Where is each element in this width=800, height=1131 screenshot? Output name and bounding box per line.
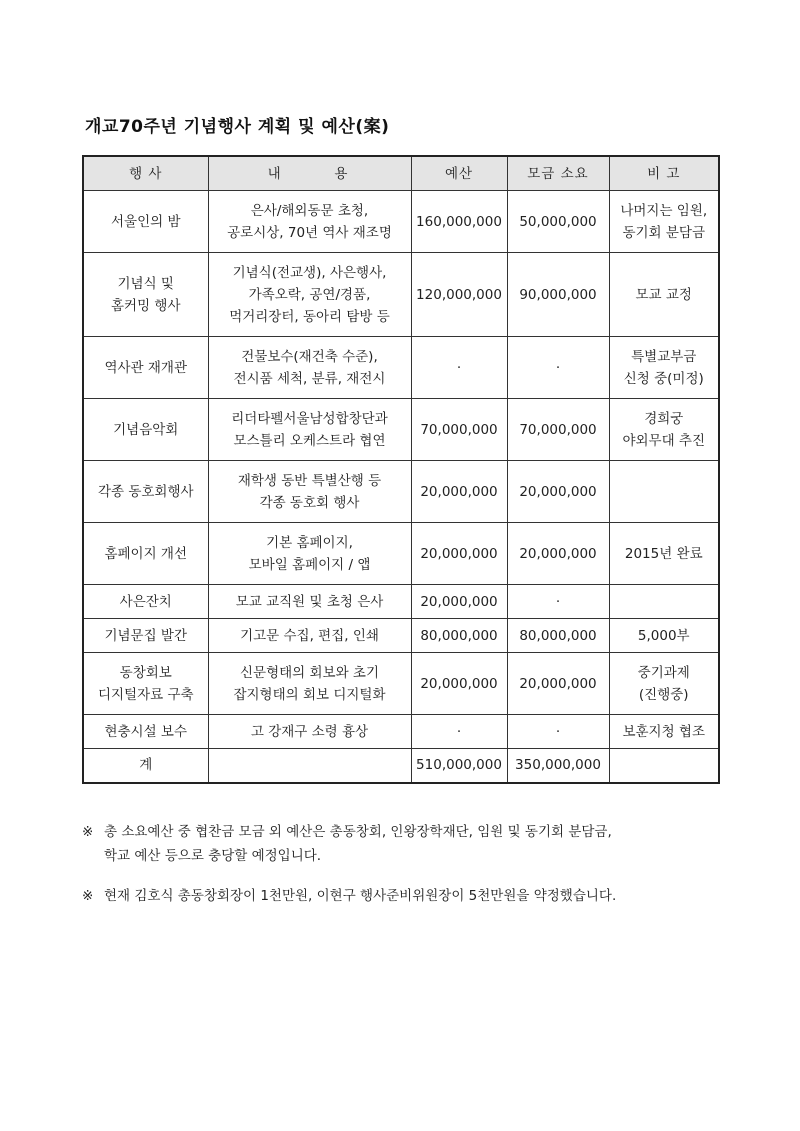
table-row [83,749,719,783]
row-fundraising: 50,000,000 [507,191,609,253]
notes-section [82,820,722,924]
row-note: 모교 교정 [609,253,719,337]
table-row [83,585,719,619]
row-fundraising: · [507,585,609,619]
row-fundraising: 20,000,000 [507,461,609,523]
header-note: 비 고 [609,156,719,191]
header-fundraising: 모금 소요 [507,156,609,191]
note-text: 현재 김호식 총동창회장이 1천만원, 이현구 행사준비위원장이 5천만원을 약정했습니다. [104,888,617,904]
row-note [609,585,719,619]
row-budget: 80,000,000 [411,619,507,653]
budget-table [82,155,720,784]
row-event: 홈페이지 개선 [83,523,208,585]
note-text: 총 소요예산 중 협찬금 모금 외 예산은 총동창회, 인왕장학재단, 임원 및 동기회 분담금, [104,824,612,840]
note-1 [82,820,722,868]
row-fundraising: 350,000,000 [507,749,609,783]
note-continuation: 학교 예산 등으로 충당할 예정입니다. [104,848,322,864]
row-budget: 120,000,000 [411,253,507,337]
row-event: 기념문집 발간 [83,619,208,653]
row-content: 건물보수(재건축 수준), 전시품 세척, 분류, 재전시 [208,337,411,399]
row-fundraising: 70,000,000 [507,399,609,461]
row-content: 기본 홈페이지, 모바일 홈페이지 / 앱 [208,523,411,585]
row-event: 사은잔치 [83,585,208,619]
row-content: 신문형태의 회보와 초기 잡지형태의 회보 디지털화 [208,653,411,715]
table-row [83,523,719,585]
row-fundraising: 20,000,000 [507,523,609,585]
row-content: 모교 교직원 및 초청 은사 [208,585,411,619]
row-budget: · [411,715,507,749]
row-budget: 20,000,000 [411,461,507,523]
table-header-row [83,156,719,191]
table-row [83,461,719,523]
row-budget: 20,000,000 [411,523,507,585]
row-budget: 510,000,000 [411,749,507,783]
row-fundraising: · [507,715,609,749]
table-row [83,399,719,461]
row-note: 특별교부금 신청 중(미정) [609,337,719,399]
header-budget: 예산 [411,156,507,191]
row-note: 나머지는 임원, 동기회 분담금 [609,191,719,253]
row-note: 2015년 완료 [609,523,719,585]
note-mark: ※ [82,888,94,904]
table-row [83,337,719,399]
header-content: 내 용 [208,156,411,191]
row-fundraising: 80,000,000 [507,619,609,653]
note-mark: ※ [82,824,94,840]
table-row [83,191,719,253]
row-event: 현충시설 보수 [83,715,208,749]
table-row [83,619,719,653]
row-fundraising: 90,000,000 [507,253,609,337]
row-note: 중기과제 (진행중) [609,653,719,715]
row-event: 계 [83,749,208,783]
row-event: 역사관 재개관 [83,337,208,399]
row-content: 리더타펠서울남성합창단과 모스틀리 오케스트라 협연 [208,399,411,461]
row-event: 기념식 및 홈커밍 행사 [83,253,208,337]
row-event: 서울인의 밤 [83,191,208,253]
row-note [609,461,719,523]
table-row [83,653,719,715]
row-content: 기념식(전교생), 사은행사, 가족오락, 공연/경품, 먹거리장터, 동아리 탐방 등 [208,253,411,337]
row-note: 경희궁 야외무대 추진 [609,399,719,461]
row-budget: 70,000,000 [411,399,507,461]
row-event: 각종 동호회행사 [83,461,208,523]
row-budget: · [411,337,507,399]
row-fundraising: · [507,337,609,399]
row-content: 은사/해외동문 초청, 공로시상, 70년 역사 재조명 [208,191,411,253]
row-note [609,749,719,783]
row-note: 5,000부 [609,619,719,653]
row-content: 기고문 수집, 편집, 인쇄 [208,619,411,653]
row-budget: 160,000,000 [411,191,507,253]
row-event: 동창회보 디지털자료 구축 [83,653,208,715]
table-row [83,253,719,337]
table-body [83,191,719,783]
row-content: 고 강재구 소령 흉상 [208,715,411,749]
page-title: 개교70주년 기념행사 계획 및 예산(案) [85,117,390,137]
row-fundraising: 20,000,000 [507,653,609,715]
table-row [83,715,719,749]
row-budget: 20,000,000 [411,585,507,619]
row-note: 보훈지청 협조 [609,715,719,749]
row-content: 재학생 동반 특별산행 등 각종 동호회 행사 [208,461,411,523]
note-2 [82,884,722,908]
row-content [208,749,411,783]
row-budget: 20,000,000 [411,653,507,715]
header-event: 행 사 [83,156,208,191]
row-event: 기념음악회 [83,399,208,461]
